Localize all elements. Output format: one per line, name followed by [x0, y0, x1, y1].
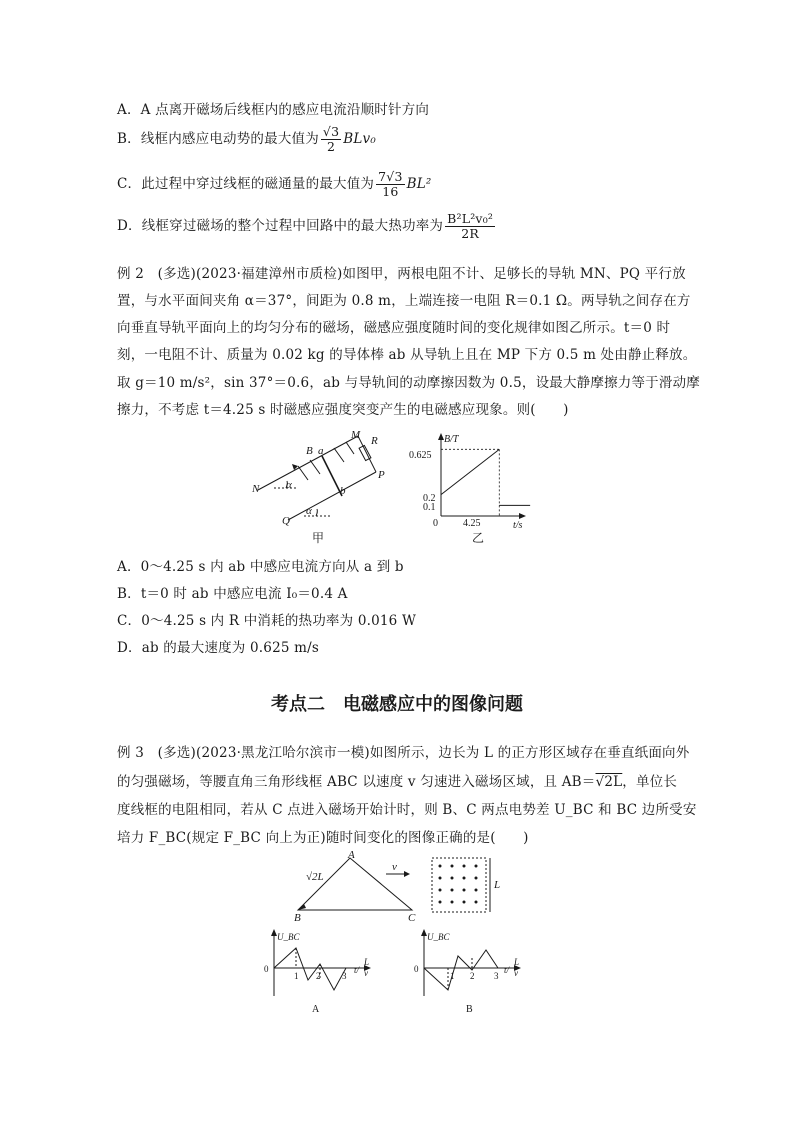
graph-a-unit-den: v: [364, 968, 368, 978]
tick-x-425: 4.25: [463, 518, 481, 529]
q1-option-c-num: 7√3: [378, 169, 403, 184]
graph-a-tick-2: 2: [316, 971, 321, 981]
ex2-option-a: A．0～4.25 s 内 ab 中感应电流方向从 a 到 b: [117, 559, 404, 575]
figure-jia-caption: 甲: [312, 531, 325, 545]
rod-ab: [322, 456, 342, 496]
x-axis-label: t/s: [513, 520, 523, 530]
velocity-arrowhead: [404, 871, 410, 877]
vertex-a: A: [348, 850, 355, 861]
graph-a-xlabel: t/: [354, 965, 360, 975]
figure-yi-caption: 乙: [472, 531, 485, 545]
graph-a-unit-num: L: [364, 957, 370, 967]
q1-option-d-num: B²L²v₀²: [447, 211, 494, 226]
graph-a-curve: [274, 948, 346, 990]
side-ab-label: √2L: [306, 871, 324, 883]
field-dots: [439, 865, 478, 904]
vertex-c: C: [408, 912, 416, 922]
q1-option-c-post: BL²: [406, 175, 432, 192]
bt-rising-segment: [441, 449, 499, 494]
ex2-line-2: 置，与水平面间夹角 α＝37°，间距为 0.8 m，上端连接一电阻 R＝0.1 Ω。两导轨之间存在方: [117, 293, 691, 309]
label-a: a: [318, 445, 324, 457]
x-axis-arrow: [519, 513, 526, 519]
label-m: M: [351, 430, 361, 441]
graph-option-a: [250, 928, 380, 1020]
ex3-line-2: [117, 770, 677, 790]
field-arrow-3: [334, 448, 344, 462]
q1-option-c: [117, 170, 432, 199]
ex3-line-2-text: 的匀强磁场，等腰直角三角形线框 ABC 以速度 v 匀速进入磁场区域，且 AB＝: [117, 774, 596, 790]
origin-label: 0: [433, 518, 438, 529]
label-q: Q: [282, 515, 290, 527]
velocity-label: v: [392, 861, 397, 873]
figure-jia-rails: [250, 430, 400, 542]
graph-b-xlabel: t/: [504, 965, 510, 975]
tick-y-01: 0.1: [423, 502, 436, 513]
ex3-line-3: 度线框的电阻相同，若从 C 点进入磁场开始计时，则 B、C 两点电势差 U_BC 和 BC 边所受安: [117, 802, 697, 818]
label-p: P: [378, 469, 385, 481]
q1-option-d-text: D．线框穿过磁场的整个过程中回路中的最大热功率为: [117, 217, 444, 234]
graph-a-origin: 0: [264, 964, 269, 974]
graph-b-unit-den: v: [514, 968, 518, 978]
ex2-option-c: C．0～4.25 s 内 R 中消耗的热功率为 0.016 W: [117, 613, 417, 629]
q1-option-d-fraction: [445, 212, 495, 241]
graph-b-tick-3: 3: [494, 971, 499, 981]
graph-b-curve: [424, 950, 498, 990]
field-side-label: L: [494, 879, 501, 891]
label-b-end: b: [340, 485, 346, 497]
graph-a-tick-1: 1: [294, 971, 299, 981]
figure-triangle-field: [290, 850, 520, 922]
ex3-line-2-post: ，单位长: [622, 774, 678, 790]
q1-option-d-den: 2R: [461, 225, 479, 241]
label-alpha-2: α: [306, 505, 312, 517]
q1-option-a: A．A 点离开磁场后线框内的感应电流沿顺时针方向: [117, 102, 430, 118]
graph-b-tick-1: 1: [450, 971, 455, 981]
graph-b-origin: 0: [414, 964, 419, 974]
label-alpha-1: α: [286, 479, 292, 491]
angle-arc-2: [316, 509, 317, 516]
q1-option-d: [117, 212, 497, 241]
resistor-r: [359, 445, 371, 460]
label-n: N: [252, 483, 260, 495]
tick-y-0625: 0.625: [409, 450, 432, 461]
ex2-line-3: 向垂直导轨平面向上的均匀分布的磁场，磁感应强度随时间的变化规律如图乙所示。t＝0 时: [117, 320, 671, 336]
ex3-line-4: 培力 F_BC(规定 F_BC 向上为正)随时间变化的图像正确的是( ): [117, 830, 529, 846]
label-b-field: B: [306, 445, 313, 457]
q1-option-c-text: C．此过程中穿过线框的磁通量的最大值为: [117, 175, 375, 192]
rail-pq: [288, 472, 376, 520]
side-arrowhead: [298, 904, 306, 910]
label-r: R: [371, 435, 378, 447]
ex3-line-2-sqrt: √2L: [595, 774, 623, 790]
q1-option-c-den: 16: [382, 183, 399, 199]
graph-b-tick-2: 2: [470, 971, 475, 981]
figure-yi-bt-graph: [405, 430, 535, 530]
ex3-line-1: 例 3 (多选)(2023·黑龙江哈尔滨市一模)如图所示，边长为 L 的正方形区域存在垂直纸面向外: [117, 745, 690, 761]
tick-y-02: 0.2: [423, 493, 436, 504]
graph-a-ylabel: U_BC: [277, 932, 300, 942]
graph-option-b: [400, 928, 530, 1020]
field-arrow-1: [298, 466, 308, 480]
graph-b-ylabel: U_BC: [427, 932, 450, 942]
q1-option-b-den: 2: [327, 138, 336, 154]
q1-option-b-post: BLv₀: [343, 130, 376, 147]
ex2-line-5: 取 g＝10 m/s²，sin 37°＝0.6，ab 与导轨间的动摩擦因数为 0.5，设最大静摩擦力等于滑动摩: [117, 375, 700, 391]
section-title: 考点二 电磁感应中的图像问题: [271, 694, 523, 715]
graph-b-unit-num: L: [514, 957, 520, 967]
graph-a-tick-3: 3: [342, 971, 347, 981]
graph-a-caption: A: [312, 1004, 320, 1015]
graph-b-caption: B: [466, 1004, 473, 1015]
field-arrow-4: [346, 442, 354, 454]
vertex-b: B: [294, 912, 301, 922]
field-arrow-2: [310, 460, 320, 474]
q1-option-b-text: B．线框内感应电动势的最大值为: [117, 130, 319, 147]
q1-option-b-num: √3: [322, 124, 340, 139]
q1-option-c-fraction: [376, 170, 404, 199]
q1-option-b: [117, 125, 376, 154]
ex2-option-b: B．t＝0 时 ab 中感应电流 I₀＝0.4 A: [117, 586, 348, 602]
y-axis-label: B/T: [444, 434, 459, 445]
q1-option-b-fraction: [321, 125, 341, 154]
ex2-line-1: 例 2 (多选)(2023·福建漳州市质检)如图甲，两根电阻不计、足够长的导轨 MN、PQ 平行放: [117, 266, 686, 282]
ex2-line-4: 刻，一电阻不计、质量为 0.02 kg 的导体棒 ab 从导轨上且在 MP 下方 0.5 m 处由静止释放。: [117, 347, 697, 363]
ex2-line-6: 擦力，不考虑 t＝4.25 s 时磁感应强度突变产生的电磁感应现象。则( ): [117, 402, 569, 418]
ex2-option-d: D．ab 的最大速度为 0.625 m/s: [117, 640, 320, 656]
